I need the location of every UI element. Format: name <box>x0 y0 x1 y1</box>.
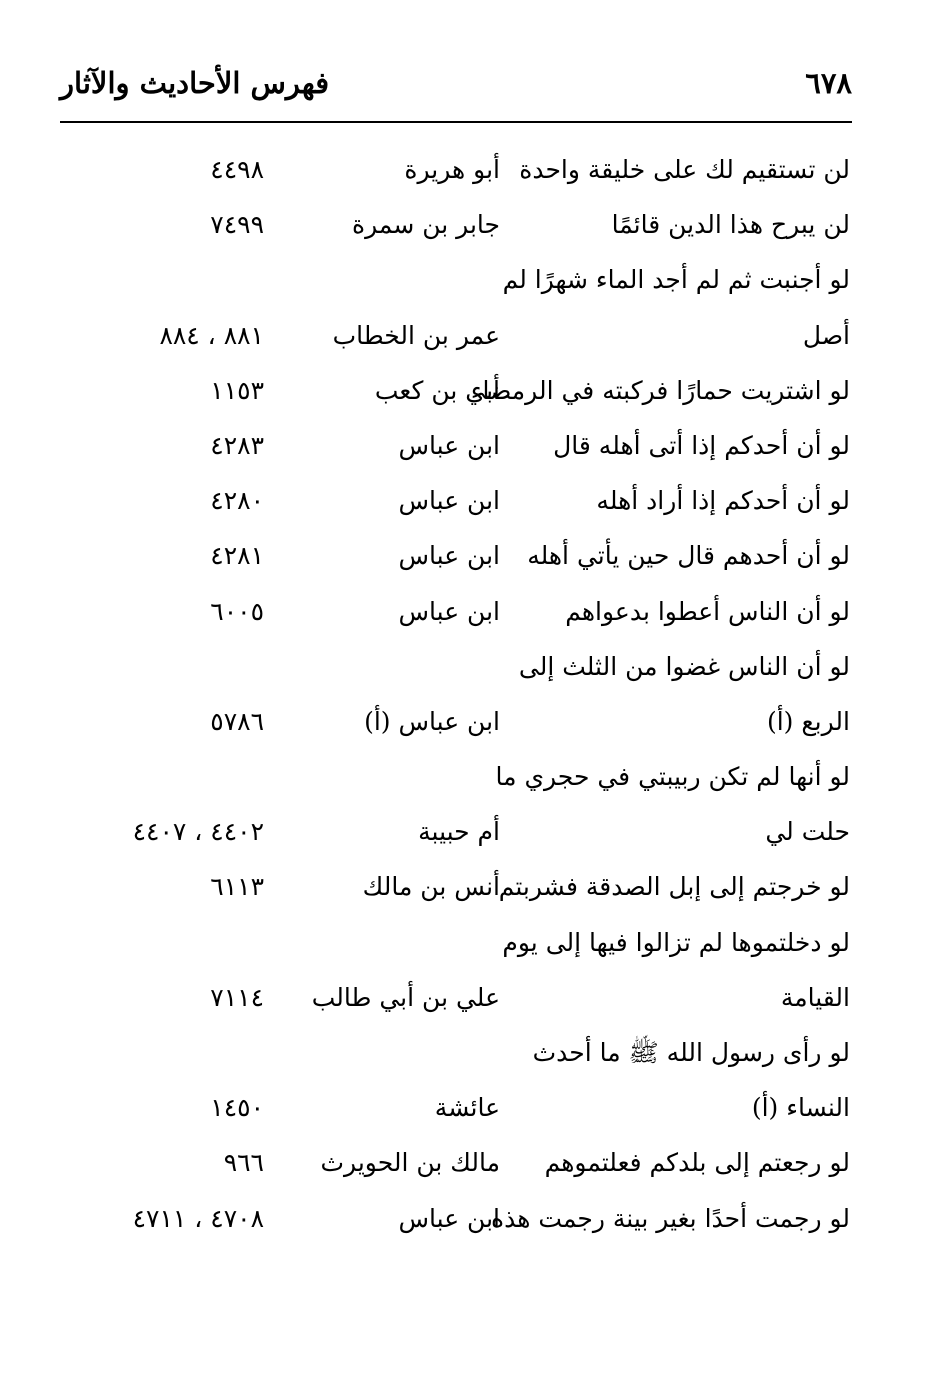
narrator-name: جابر بن سمرة <box>352 210 500 240</box>
hadith-numbers: ١١٥٣ <box>210 375 264 405</box>
hadith-text: لو أنها لم تكن ربيبتي في حجري ما <box>495 762 850 792</box>
narrator-name: أنس بن مالك <box>362 872 500 902</box>
hadith-text: لو اشتريت حمارًا فركبته في الرمضاء <box>470 375 850 405</box>
index-row <box>0 475 932 530</box>
index-row <box>0 365 932 420</box>
hadith-text: الربع (أ) <box>766 706 850 736</box>
index-row <box>0 1082 932 1137</box>
header-divider <box>60 121 852 123</box>
hadith-numbers: ٧١١٤ <box>210 982 264 1012</box>
index-row <box>0 861 932 916</box>
index-row <box>0 806 932 861</box>
hadith-text: لو أن أحدهم قال حين يأتي أهله <box>527 541 850 571</box>
hadith-text: لو أن أحدكم إذا أتى أهله قال <box>553 430 850 460</box>
hadith-text: لو رجعتم إلى بلدكم فعلتموهم <box>544 1148 850 1178</box>
hadith-numbers: ٤٢٨٣ <box>210 430 264 460</box>
index-row <box>0 530 932 585</box>
page-number: ٦٧٨ <box>805 66 852 100</box>
hadith-text: لو رأى رسول الله ﷺ ما أحدث <box>532 1038 850 1067</box>
narrator-name: علي بن أبي طالب <box>311 982 500 1012</box>
index-row <box>0 1193 932 1248</box>
hadith-numbers: ٨٨١ ، ٨٨٤ <box>159 320 264 350</box>
narrator-name: ابن عباس (أ) <box>364 706 500 736</box>
index-row <box>0 586 932 641</box>
index-row <box>0 751 932 806</box>
hadith-text: لو رجمت أحدًا بغير بينة رجمت هذه <box>491 1203 850 1233</box>
hadith-text: لو خرجتم إلى إبل الصدقة فشربتم <box>498 872 850 902</box>
index-row <box>0 144 932 199</box>
index-row <box>0 917 932 972</box>
hadith-text: لن تستقيم لك على خليقة واحدة <box>519 155 850 184</box>
hadith-numbers: ٤٧٠٨ ، ٤٧١١ <box>132 1203 264 1233</box>
hadith-text: لو أجنبت ثم لم أجد الماء شهرًا لم <box>502 265 850 295</box>
narrator-name: مالك بن الحويرث <box>320 1148 500 1178</box>
narrator-name: ابن عباس <box>398 430 500 460</box>
narrator-name: عائشة <box>434 1093 500 1123</box>
narrator-name: ابن عباس <box>398 596 500 626</box>
hadith-numbers: ٤٢٨١ <box>210 541 264 571</box>
page-title: فهرس الأحاديث والآثار <box>60 66 330 100</box>
narrator-name: أبو هريرة <box>404 155 500 184</box>
index-row <box>0 310 932 365</box>
narrator-name: ابن عباس <box>398 541 500 571</box>
hadith-numbers: ٧٤٩٩ <box>210 210 264 240</box>
hadith-text: لو دخلتموها لم تزالوا فيها إلى يوم <box>502 927 850 957</box>
index-row <box>0 696 932 751</box>
narrator-name: أبي بن كعب <box>374 375 500 405</box>
hadith-text: لن يبرح هذا الدين قائمًا <box>611 210 850 240</box>
index-row <box>0 199 932 254</box>
narrator-name: عمر بن الخطاب <box>332 320 500 350</box>
hadith-text: القيامة <box>780 982 850 1012</box>
hadith-numbers: ٩٦٦ <box>223 1148 264 1178</box>
index-row <box>0 1027 932 1082</box>
hadith-text: لو أن الناس أعطوا بدعواهم <box>565 596 850 626</box>
index-row <box>0 420 932 475</box>
hadith-numbers: ٦١١٣ <box>210 872 264 902</box>
index-row <box>0 641 932 696</box>
hadith-numbers: ٥٧٨٦ <box>210 706 264 736</box>
hadith-numbers: ٦٠٠٥ <box>210 596 264 626</box>
narrator-name: ابن عباس <box>398 1203 500 1233</box>
hadith-numbers: ٤٤٩٨ <box>210 155 264 184</box>
page-header <box>60 66 852 114</box>
index-row <box>0 1137 932 1192</box>
narrator-name: ابن عباس <box>398 486 500 516</box>
hadith-text: لو أن أحدكم إذا أراد أهله <box>596 486 850 516</box>
hadith-numbers: ٤٤٠٢ ، ٤٤٠٧ <box>132 817 264 847</box>
hadith-text: لو أن الناس غضوا من الثلث إلى <box>518 651 850 681</box>
index-row <box>0 972 932 1027</box>
hadith-text: حلت لي <box>765 817 850 847</box>
index-row <box>0 254 932 309</box>
hadith-text: النساء (أ) <box>751 1093 850 1123</box>
hadith-numbers: ١٤٥٠ <box>210 1093 264 1123</box>
index-table <box>0 144 932 1248</box>
hadith-numbers: ٤٢٨٠ <box>210 486 264 516</box>
hadith-text: أصل <box>802 320 850 350</box>
narrator-name: أم حبيبة <box>418 817 500 847</box>
